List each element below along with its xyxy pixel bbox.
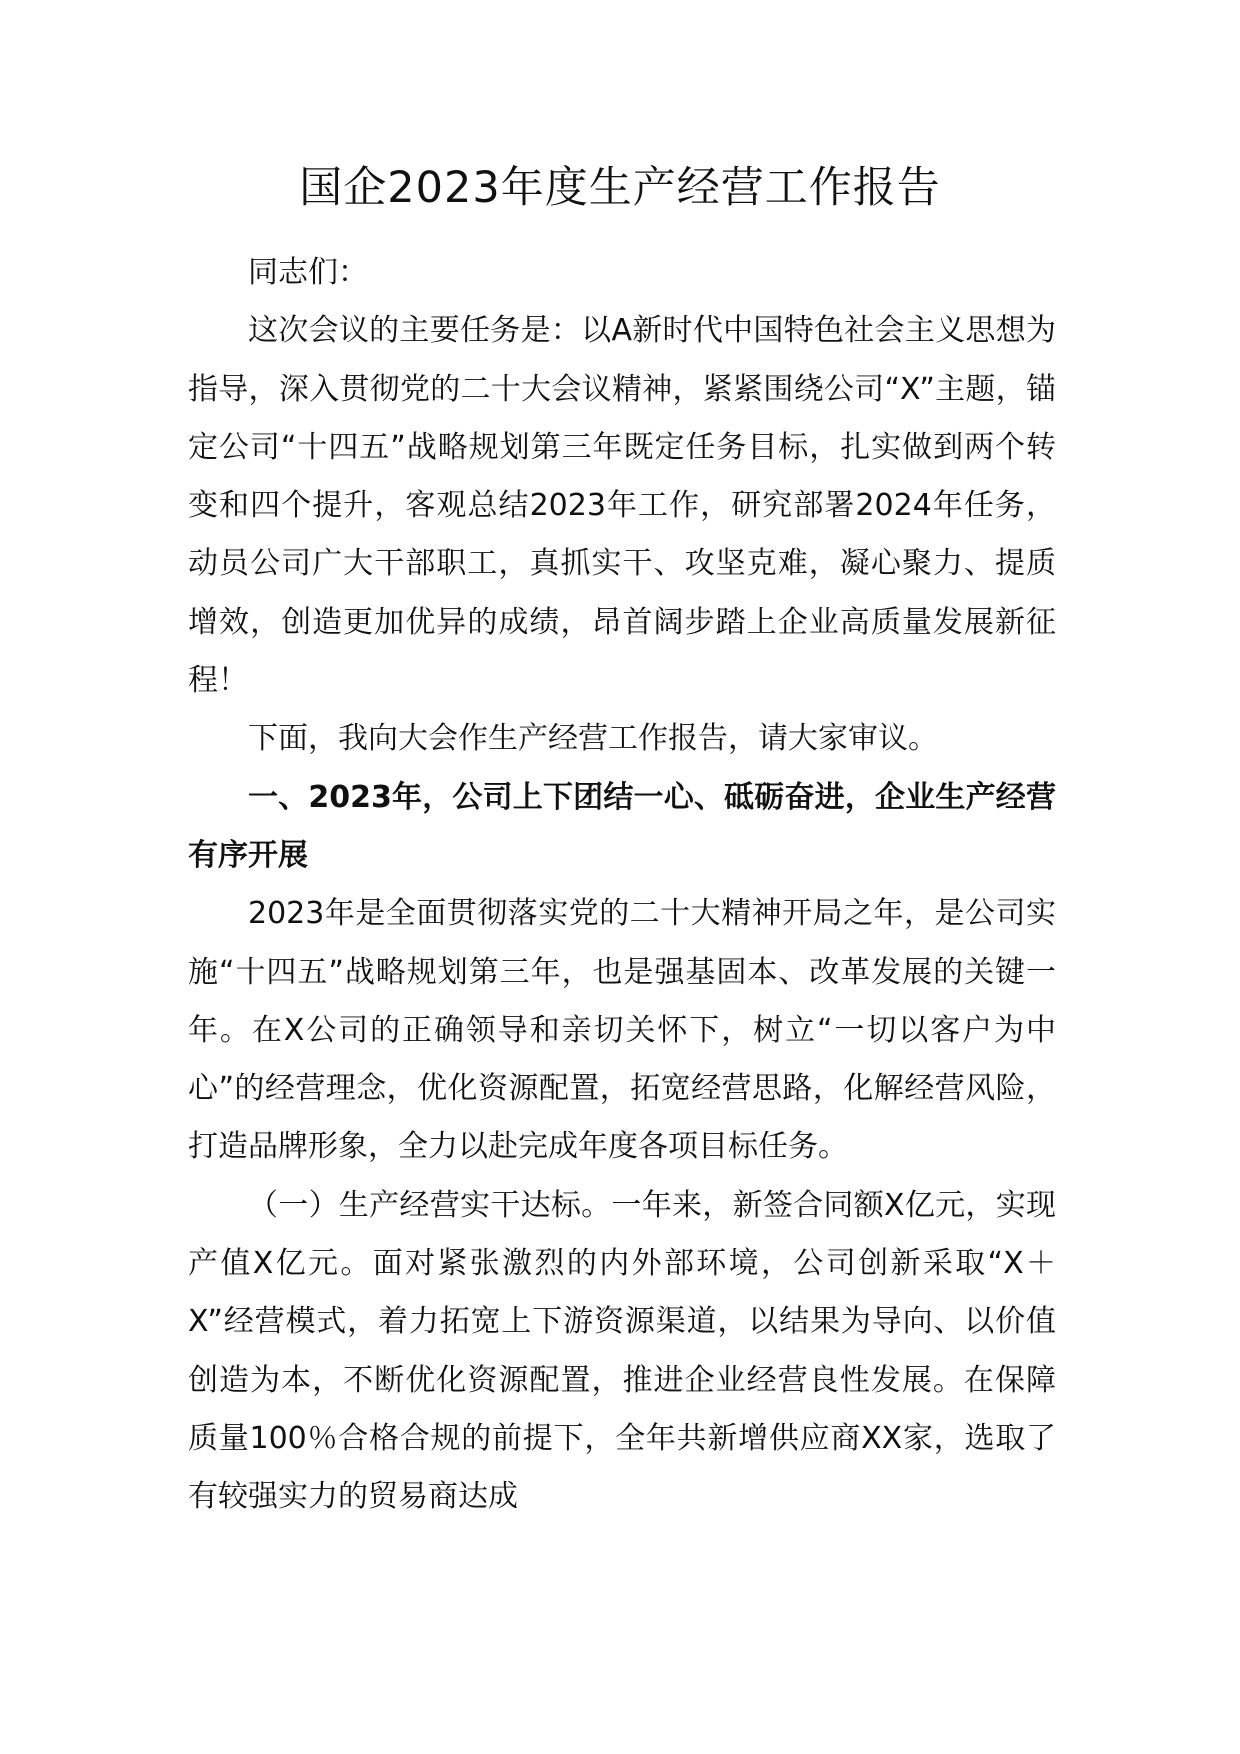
paragraph-production-operations: （一）生产经营实干达标。一年来，新签合同额X亿元，实现产值X亿元。面对紧张激烈的内外部环境，公司创新采取“X＋X”经营模式，着力拓宽上下游资源渠道，以结果为导向、以价值创造为本，不断优化资源配置，推进企业经营良性发展。在保障质量100％合格合规的前提下，全年共新增供应商XX家，选取了有较强实力的贸易商达成 xyxy=(188,1187,1056,1515)
paragraph-meeting-task: 这次会议的主要任务是：以A新时代中国特色社会主义思想为指导，深入贯彻党的二十大会议精神，紧紧围绕公司“X”主题，锚定公司“十四五”战略规划第三年既定任务目标，扎实做到两个转变和四个提升，客观总结2023年工作，研究部署2024年任务，动员公司广大干部职工，真抓实干、攻坚克难，凝心聚力、提质增效，创造更加优异的成绩，昂首阔步踏上企业高质量发展新征程！ xyxy=(188,313,1056,699)
document-body xyxy=(188,244,1056,1527)
document-title: 国企2023年度生产经营工作报告 xyxy=(299,163,941,213)
paragraph-report-intro: 下面，我向大会作生产经营工作报告，请大家审议。 xyxy=(248,721,938,757)
section-heading-1: 一、2023年，公司上下团结一心、砥砺奋进，企业生产经营有序开展 xyxy=(188,779,1056,873)
salutation: 同志们： xyxy=(248,255,368,290)
paragraph-2023-overview: 2023年是全面贯彻落实党的二十大精神开局之年，是公司实施“十四五”战略规划第三年，也是强基固本、改革发展的关键一年。在X公司的正确领导和亲切关怀下，树立“一切以客户为中心”的经营理念，优化资源配置，拓宽经营思路，化解经营风险，打造品牌形象，全力以赴完成年度各项目标任务。 xyxy=(188,896,1056,1165)
